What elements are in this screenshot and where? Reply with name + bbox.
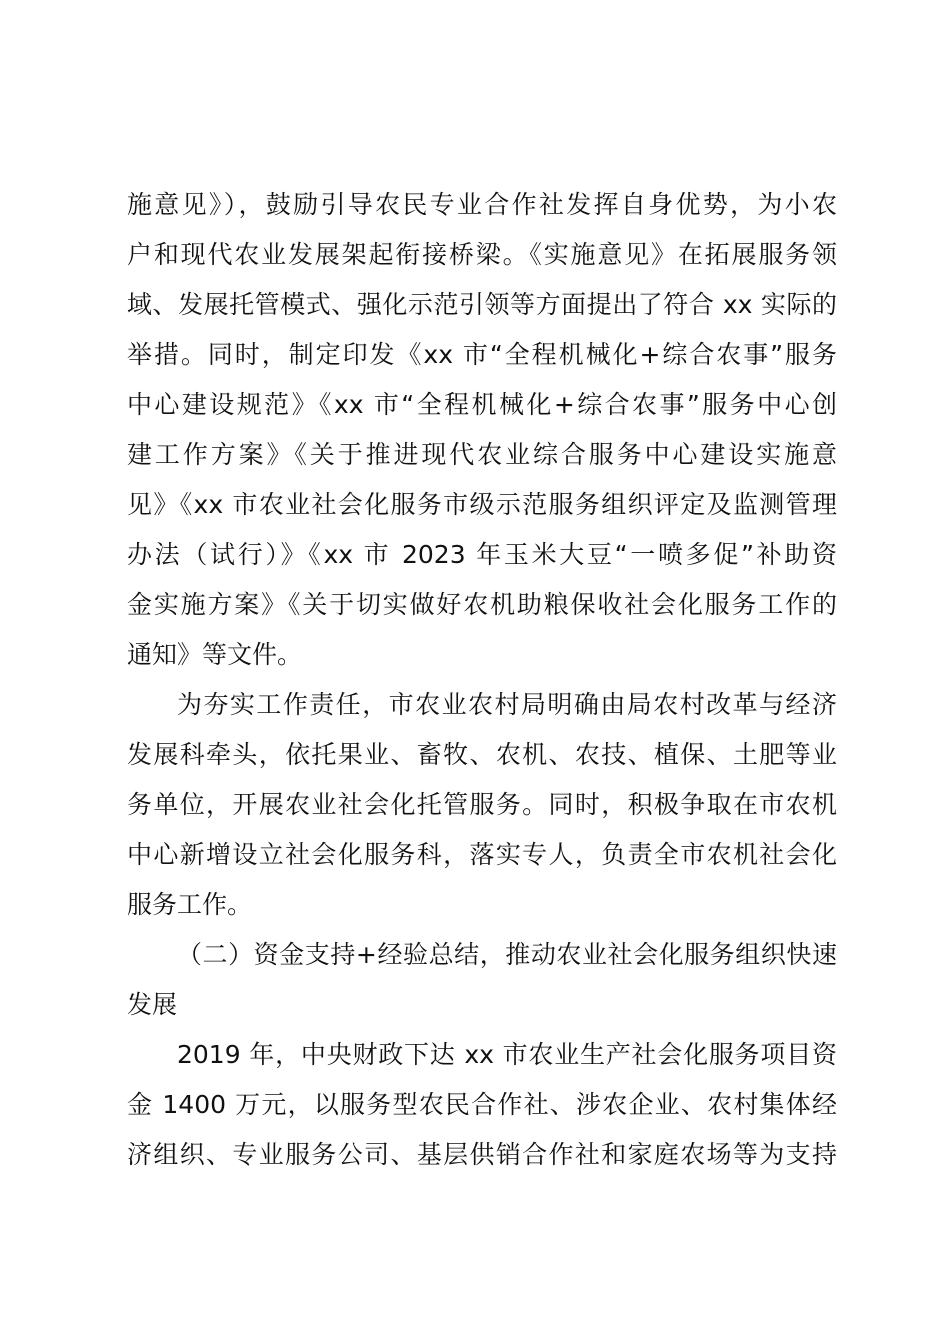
- text-line: 服务工作。: [127, 890, 253, 919]
- text-line: 务单位，开展农业社会化托管服务。同时，积极争取在市农机: [127, 790, 837, 819]
- section-heading-continued: 发展: [127, 990, 178, 1019]
- text-line: 见》《xx 市农业社会化服务市级示范服务组织评定及监测管理: [127, 490, 837, 519]
- body-text: [127, 180, 837, 1180]
- section-heading: （二）资金支持+经验总结，推动农业社会化服务组织快速: [177, 940, 837, 969]
- text-line: 办法（试行）》《xx 市 2023 年玉米大豆“一喷多促”补助资: [127, 540, 837, 569]
- text-line: 金 1400 万元，以服务型农民合作社、涉农企业、农村集体经: [127, 1090, 837, 1119]
- paragraph-first-line: 为夯实工作责任，市农业农村局明确由局农村改革与经济: [177, 690, 837, 719]
- text-line: 施意见》），鼓励引导农民专业合作社发挥自身优势，为小农: [127, 190, 837, 219]
- text-line: 济组织、专业服务公司、基层供销合作社和家庭农场等为支持: [127, 1140, 837, 1169]
- text-line: 中心建设规范》《xx 市“全程机械化+综合农事”服务中心创: [127, 390, 837, 419]
- text-line: 举措。同时，制定印发《xx 市“全程机械化+综合农事”服务: [127, 340, 837, 369]
- paragraph-first-line: 2019 年，中央财政下达 xx 市农业生产社会化服务项目资: [177, 1040, 837, 1069]
- text-line: 金实施方案》《关于切实做好农机助粮保收社会化服务工作的: [127, 590, 837, 619]
- text-line: 通知》等文件。: [127, 640, 303, 669]
- text-line: 中心新增设立社会化服务科，落实专人，负责全市农机社会化: [127, 840, 837, 869]
- text-line: 域、发展托管模式、强化示范引领等方面提出了符合 xx 实际的: [127, 290, 837, 319]
- text-line: 建工作方案》《关于推进现代农业综合服务中心建设实施意: [127, 440, 837, 469]
- text-line: 发展科牵头，依托果业、畜牧、农机、农技、植保、土肥等业: [127, 740, 837, 769]
- text-line: 户和现代农业发展架起衔接桥梁。《实施意见》在拓展服务领: [127, 240, 837, 269]
